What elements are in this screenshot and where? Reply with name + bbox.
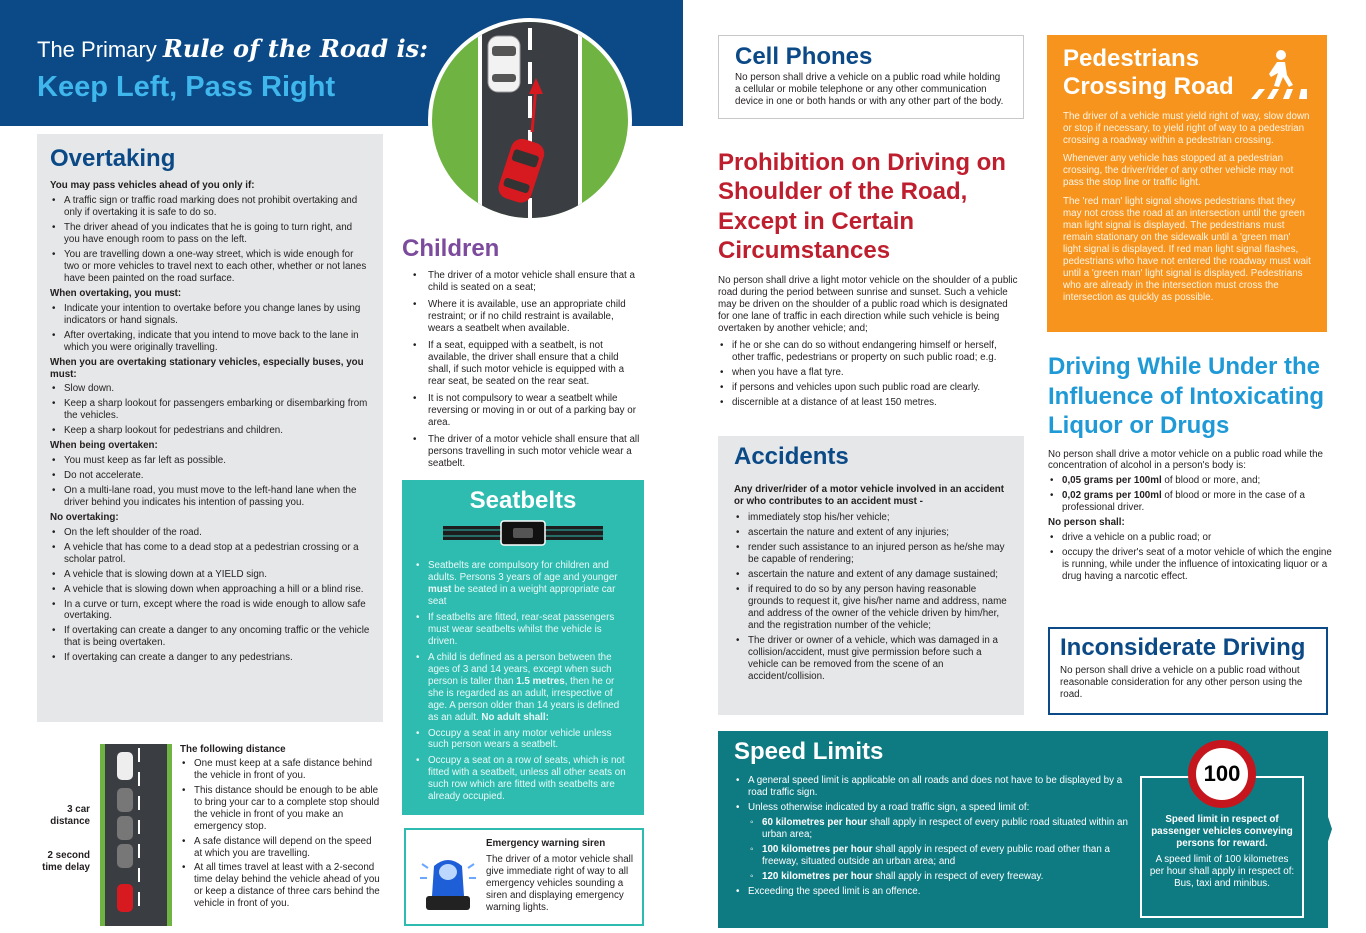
overtaking-heading: When overtaking, you must: [50,287,182,299]
following-title: The following distance [180,744,286,755]
inconsiderate-title: Inconsiderate Driving [1060,634,1306,661]
shoulder-prohibition-title: Prohibition on Driving on Shoulder of the Road, Except in Certain Circumstances [718,149,1006,264]
shoulder-prohibition-section [718,148,1018,411]
pedestrians-paragraph: The driver of a vehicle must yield right of way, slow down or stop if necessary, to yield right of way to a pedestrian crossing a roadway within a pedestrian crossing. [1063,110,1310,146]
list-item: • discernible at a distance of at least 150 metres. [718,397,1018,409]
pedestrians-title: Pedestrians Crossing Road [1063,45,1234,100]
intoxication-title: Driving While Under the Influence of Intoxicating Liquor or Drugs [1048,353,1325,440]
list-item: • The driver or owner of a vehicle, which was damaged in a collision/accident, must give permission before such a vehicle can be removed from the scene of an accident/collision. [734,635,1008,683]
list-item: • Do not accelerate. [50,470,370,482]
list-item: • Occupy a seat in any motor vehicle unless such person wears a seatbelt. [414,728,632,752]
list-item: • At all times travel at least with a 2-second time delay behind the vehicle ahead of you or keep a distance of three cars behind the vehicle in front of you. [180,862,380,910]
list-item: • A general speed limit is applicable on all roads and does not have to be displayed by a road traffic sign. [734,775,1134,799]
bold-run: 1.5 metres [516,675,565,687]
list-item: • A vehicle that is slowing down when approaching a hill or a blind rise. [50,584,370,596]
following-list [180,758,380,910]
list-item: • You are travelling down a one-way street, which is wide enough for two or more vehicles to travel next to each other, whether or not lanes have been painted on the road surface. [50,249,370,285]
following-distance-section [180,744,380,913]
pedestrian-crossing-icon [1247,49,1313,101]
list-item [414,560,632,608]
children-title: Children [402,235,500,262]
list-item: • If overtaking can create a danger to any pedestrians. [50,652,370,664]
intoxication-list [1048,532,1332,583]
bold-run: 0,02 grams per 100ml [1062,490,1162,502]
cell-phones-section [718,35,1024,119]
no-person-shall-heading: No person shall: [1048,517,1125,529]
label-3-car-distance: 3 car distance [50,804,90,827]
list-item: • Slow down. [50,383,370,395]
list-item [748,844,1148,868]
siren-section [404,828,644,926]
text-run: , then he or she is regarded as an adult, irrespective of age. A person older than 14 years is defined as an adult. [428,675,620,723]
list-item: • Keep a sharp lookout for pedestrians and children. [50,425,370,437]
list-item: • On a multi-lane road, you must move to the left-hand lane when the driver behind you indicates his intention of passing you. [50,485,370,509]
list-item [748,817,1148,841]
list-item: • The driver of a motor vehicle shall ensure that all persons travelling in such motor vehicle wear a seatbelt. [402,434,642,470]
shoulder-prohibition-text: No person shall drive a light motor vehicle on the shoulder of a public road during the period between sunrise and sunset. Such a vehicle may be driven on the shoulder of a public road which is designated for one lane of traffic in each direction while such vehicle is being overtaken by another vehicle; and; [718,275,1018,334]
following-road-illustration [100,744,172,926]
intoxication-text: No person shall drive a motor vehicle on a public road while the concentration of alcohol in a person's body is: [1048,448,1324,472]
banner-prefix: The Primary [37,37,163,62]
text-run: shall apply in respect of every freeway. [872,870,1044,882]
accidents-list [734,512,1008,682]
list-item: • If overtaking can create a danger to any oncoming traffic or the vehicle that is being overtaken. [50,625,370,649]
list-item [1048,475,1332,487]
text-run: shall apply in respect of every public road other than a freeway, situated outside an urban area; and [762,844,1110,868]
list-item: • If seatbelts are fitted, rear-seat passengers must wear seatbelts whilst the vehicle is driven. [414,612,632,648]
passenger-speed-text: A speed limit of 100 kilometres per hour shall apply in respect of: Bus, taxi and minibus. [1149,853,1295,889]
text-run: of blood or more, and; [1161,475,1261,487]
seatbelt-icon [414,520,632,550]
intoxication-section [1048,352,1332,586]
seatbelts-section [402,480,644,815]
list-item [734,802,1134,883]
list-item: • drive a vehicle on a public road; or [1048,532,1332,544]
accidents-lead: Any driver/rider of a motor vehicle involved in an accident or who contributes to an accident must - [734,484,1005,508]
children-list [402,270,642,469]
speed-limits-list [734,775,1134,897]
list-item: • It is not compulsory to wear a seatbelt while reversing or moving in or out of a parking bay or area. [402,393,642,429]
bold-run: 60 kilometres per hour [762,817,868,829]
overtaking-section [37,134,383,722]
road-illustration [428,18,632,222]
list-item: • when you have a flat tyre. [718,367,1018,379]
bold-run: 0,05 grams per 100ml [1062,475,1162,487]
list-item: • A vehicle that is slowing down at a YIELD sign. [50,569,370,581]
inconsiderate-text: No person shall drive a vehicle on a public road without reasonable consideration for any other person using the road. [1060,665,1303,701]
shoulder-prohibition-list [718,340,1018,409]
siren-text: The driver of a motor vehicle shall give immediate right of way to all emergency vehicles sounding a siren and displaying emergency warning lights. [486,853,634,913]
accidents-title: Accidents [734,443,849,470]
list-item: • After overtaking, indicate that you intend to move back to the lane in which you were originally travelling. [50,330,370,354]
list-item: • if required to do so by any person having reasonable grounds to request it, give his/her name and address, name and address of the owner of the vehicle driven by him/her, and the registration number of the vehicle; [734,584,1008,632]
list-item: • In a curve or turn, except where the road is wide enough to allow safe overtaking. [50,599,370,623]
overtaking-road-icon [432,22,628,218]
overtaking-list [50,195,370,285]
list-item: • A traffic sign or traffic road marking does not prohibit overtaking and only if overtaking it is safe to do so. [50,195,370,219]
list-item: • Where it is available, use an appropriate child restraint; or if no child restraint is available, wears a seatbelt when available. [402,299,642,335]
bold-run: must [428,584,452,596]
pedestrians-section [1047,35,1327,332]
speed-sign-icon: 100 [1188,740,1256,808]
cell-phones-text: No person shall drive a vehicle on a public road while holding a cellular or mobile telephone or any other communication device in one or both hands or with any other part of the body. [735,72,1004,108]
list-item [1048,490,1332,514]
seatbelts-list [414,560,632,803]
overtaking-heading: You may pass vehicles ahead of you only if: [50,180,255,192]
list-item: • occupy the driver's seat of a motor vehicle of which the engine is running, while under the influence of intoxicating liquor or a drug having a narcotic effect. [1048,547,1332,583]
text-run: be seated in a weight appropriate car seat [428,584,616,608]
alcohol-limits-list [1048,475,1332,514]
text-run: Unless otherwise indicated by a road traffic sign, a speed limit of: [748,802,1030,814]
accidents-section [718,436,1024,715]
list-item: • Exceeding the speed limit is an offence. [734,886,1134,898]
overtaking-list [50,455,370,509]
list-item: • A vehicle that has come to a dead stop at a pedestrian crossing or a scholar patrol. [50,542,370,566]
pedestrians-paragraph: Whenever any vehicle has stopped at a pedestrian crossing, the driver/rider of any other vehicle may not pass the stop line or traffic light. [1063,153,1294,189]
text-run: shall apply in respect of every public road situated within an urban area; [762,817,1128,841]
list-item: • If a seat, equipped with a seatbelt, is not available, the driver shall ensure that a child shall, if such motor vehicle is equipped with a rear seat, be seated on the rear seat. [402,340,642,388]
bold-run: 100 kilometres per hour [762,844,873,856]
list-item: • immediately stop his/her vehicle; [734,512,1008,524]
bold-run: 120 kilometres per hour [762,870,873,882]
text-run: of blood or more in the case of a professional driver. [1062,490,1305,514]
cell-phones-title: Cell Phones [735,43,873,70]
overtaking-heading: No overtaking: [50,511,119,523]
text-run: A child is defined as a person between the ages of 3 and 14 years, except when such person is taller than [428,651,612,687]
list-item: • if he or she can do so without endangering himself or herself, other traffic, pedestrians or property on such public road; e.g. [718,340,1018,364]
label-2-second-delay: 2 second time delay [42,850,90,873]
speed-limits-title: Speed Limits [734,738,884,765]
list-item [414,652,632,724]
list-item: • This distance should be enough to be able to bring your car to a complete stop should the vehicle in front of you make an emergency stop. [180,785,380,833]
overtaking-list [50,383,370,437]
seatbelts-title: Seatbelts [469,487,577,514]
list-item: • A safe distance will depend on the speed at which you are travelling. [180,836,380,860]
banner-headline: Keep Left, Pass Right [37,71,336,103]
pedestrians-paragraph: The 'red man' light signal shows pedestrians that they may not cross the road at an intersection until the green man light signal is displayed. The pedestrians must remain stationary on the sidewalk until a 'green man' light signal is displayed. If red man light signal flashes, pedestrians who have not entered the roadway must wait until a 'green man' light signal is displayed. Pedestrians who are already in the intersection must cross the intersection as quickly as possible. [1063,196,1311,303]
inconsiderate-driving-section [1048,627,1328,715]
list-item: • ascertain the nature and extent of any damage sustained; [734,569,1008,581]
banner-line1 [37,34,428,64]
overtaking-heading: When you are overtaking stationary vehicles, especially buses, you must: [50,356,364,380]
overtaking-title: Overtaking [50,145,176,172]
list-item: • You must keep as far left as possible. [50,455,370,467]
list-item: • The driver of a motor vehicle shall ensure that a child is seated on a seat; [402,270,642,294]
list-item: • Keep a sharp lookout for passengers embarking or disembarking from the vehicles. [50,398,370,422]
children-section [402,236,642,474]
list-item [748,871,1148,883]
list-item: • Occupy a seat on a row of seats, which is not fitted with a seatbelt, unless all other seats on such row which are fitted with seatbelts are already occupied. [414,755,632,803]
overtaking-list [50,527,370,664]
siren-light-icon [418,850,478,916]
list-item: • if persons and vehicles upon such public road are clearly. [718,382,1018,394]
text-run: Seatbelts are compulsory for children and adults. Persons 3 years of age and younger [428,560,618,584]
list-item: • The driver ahead of you indicates that he is going to turn right, and you have enough room to pass on the left. [50,222,370,246]
list-item: • Indicate your intention to overtake before you change lanes by using indicators or hand signals. [50,303,370,327]
list-item: • One must keep at a safe distance behind the vehicle in front of you. [180,758,380,782]
siren-title: Emergency warning siren [486,838,606,849]
overtaking-heading: When being overtaken: [50,440,158,452]
passenger-speed-heading: Speed limit in respect of passenger vehicles conveying persons for reward. [1151,814,1293,849]
banner-emphasis: Rule of the Road is: [162,34,429,63]
bold-run: No adult shall: [481,711,549,723]
list-item: • render such assistance to an injured person as he/she may be capable of rendering; [734,542,1008,566]
speed-sublist [748,817,1148,883]
white-car-icon [488,36,520,92]
car-queue-icon [105,744,167,926]
list-item: • On the left shoulder of the road. [50,527,370,539]
list-item: • ascertain the nature and extent of any injuries; [734,527,1008,539]
overtaking-list [50,303,370,354]
